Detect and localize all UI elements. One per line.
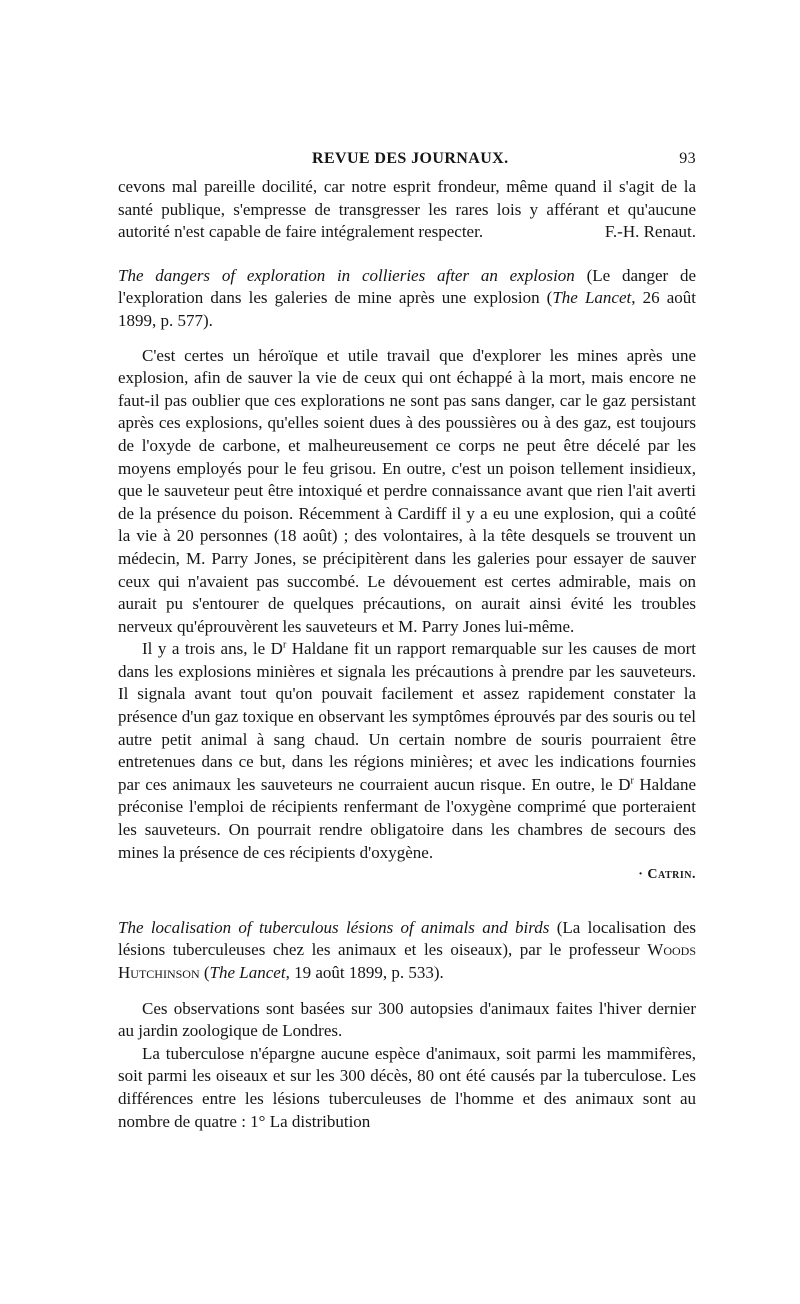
article-heading-tuberculous: [118, 917, 696, 985]
journal-name: The Lancet: [209, 963, 286, 982]
signature-catrin: · Catrin.: [638, 867, 696, 883]
article-paragraph: La tuberculose n'épargne aucune espèce d'animaux, soit parmi les mammifères, soit parmi les oiseaux et sur les 300 décès, 80 ont été causés par la tuberculose. Les différences entre les lésions tuberculeuses de l'homme et des animaux sont au nombre de quatre : 1° La distribution: [118, 1043, 696, 1131]
superscript: r: [630, 775, 634, 787]
running-title: REVUE DES JOURNAUX.: [312, 150, 509, 167]
paragraph-text: Haldane préconise l'emploi de récipients renfermant de l'oxygène comprimé que porteraient les sauveteurs. On pourrait rendre obligatoire dans les chambres de secours des mines la présence de ces récipients d'oxygène.: [118, 774, 696, 862]
author-name: Woods Hutchinson: [118, 940, 696, 982]
punctuation: (: [199, 963, 210, 982]
article-paragraph: Ces observations sont basées sur 300 autopsies d'animaux faites l'hiver dernier au jardin zoologique de Londres.: [118, 998, 696, 1041]
page-number: 93: [679, 150, 696, 167]
citation: , 19 août 1899, p. 533).: [285, 963, 444, 982]
article-title-english: The localisation of tuberculous lésions of animals and birds: [118, 917, 550, 937]
paragraph-text: Haldane fit un rapport remarquable sur les causes de mort dans les explosions minières et signala les précautions à prendre par les sauveteurs. Il signala avant tout qu'on pouvait facilement et assez rapidement constater la présence d'un gaz toxique en observant les symptômes éprouvés par des souris ou tel autre petit animal à sang chaud. Un certain nombre de souris pourraient être entretenues dans ce but, dans les régions minières; et avec les indications fournies par ces animaux les sauveteurs ne courraient aucun risque. En outre, le D: [118, 639, 696, 794]
article-title-french: (La localisation des lésions tuberculeuses chez les animaux et les oiseaux), par le professeur: [118, 917, 697, 960]
running-header: [118, 150, 696, 176]
continuation-paragraph: cevons mal pareille docilité, car notre esprit frondeur, même quand il s'agit de la santé publique, s'empresse de transgresser les rares lois y afférant et qu'aucune autorité n'est capable de faire intégralement respecter.: [118, 177, 696, 242]
superscript: r: [282, 639, 287, 651]
signature-text: F.-H. Renaut.: [604, 222, 696, 242]
article-title-french: (Le danger de l'exploration dans les galeries de mine après une explosion (: [118, 265, 697, 308]
article-title-english: The dangers of exploration in collieries after an explosion: [118, 265, 575, 285]
article-paragraph: C'est certes un héroïque et utile travail que d'explorer les mines après une explosion, afin de sauver la vie de ceux qui ont échappé à la mort, mais encore ne faut-il pas oublier que ces explorations ne sont pas sans danger, car le gaz persistant après ces explosions, qu'elles soient dues à des poussières ou à des gaz, est toujours de l'oxyde de carbone, et malheureusement ce corps ne peut être décelé par les moyens employés pour le feu grisou. En outre, c'est un poison tellement insidieux, que le sauveteur peut être intoxiqué et perdre connaissance avant que rien l'ait averti de la présence du poison. Récemment à Cardiff il y a eu une explosion, qui a coûté la vie à 20 personnes (18 août) ; des volontaires, à la tête desquels se trouvent un médecin, M. Parry Jones, se précipitèrent dans les galeries pour essayer de sauver ceux qui n'avaient pas succombé. Le dévouement est certes admirable, mais on aurait pu s'entourer de quelques précautions, on aurait ainsi évité les troubles nerveux qu'éprouvèrent les sauveteurs et M. Parry Jones lui-même.: [118, 345, 696, 636]
journal-page: [118, 150, 696, 1133]
article-heading-dangers: [118, 265, 696, 333]
paragraph-text: Il y a trois ans, le D: [142, 639, 283, 659]
citation: , 26 août 1899, p. 577).: [118, 288, 696, 330]
article-paragraph: [118, 638, 696, 864]
journal-name: The Lancet: [552, 288, 632, 308]
